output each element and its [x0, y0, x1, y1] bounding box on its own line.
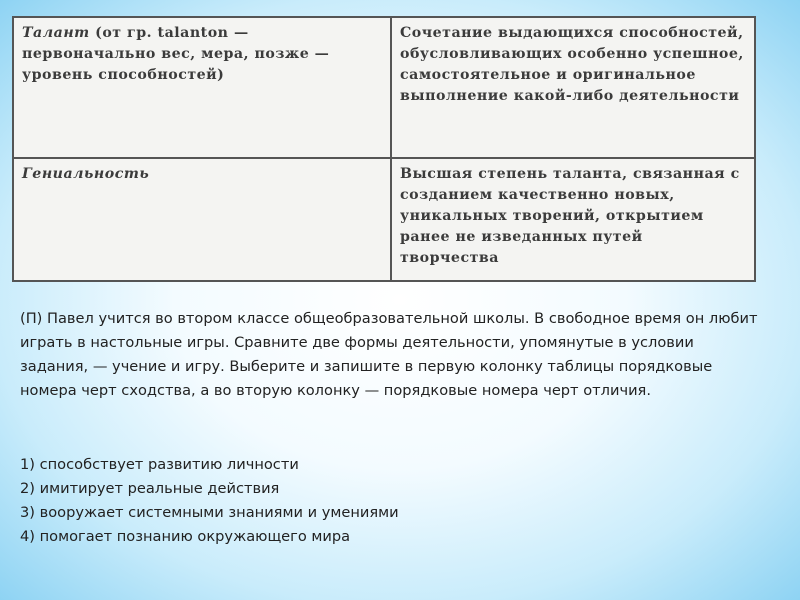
table-row-genius [13, 158, 755, 281]
option-item: 4) помогает познанию окружающего мира [20, 528, 351, 545]
term-cell-genius [13, 158, 391, 281]
option-item: 2) имитирует реальные действия [20, 480, 280, 497]
term-word: Гениальность [22, 166, 150, 182]
definition-cell-genius: Высшая степень таланта, связанная с созданием качественно новых, уникальных творений, открытием ранее не изведанных путей творчества [391, 158, 755, 281]
term-etymology: (от гр. talanton — первоначально вес, мера, позже — уровень способностей) [22, 25, 330, 83]
term-word: Талант [22, 25, 90, 41]
option-item: 1) способствует развитию личности [20, 456, 299, 473]
definition-cell-talent: Сочетание выдающихся способностей, обусловливающих особенно успешное, самостоятельное и оригинальное выполнение какой-либо деятельности [391, 17, 755, 158]
option-item: 3) вооружает системными знаниями и умениями [20, 504, 399, 521]
options-list [20, 453, 399, 549]
table-row-talent [13, 17, 755, 158]
task-text: (П) Павел учится во втором классе общеобразовательной школы. В свободное время он любит играть в настольные игры. Сравните две формы деятельности, упомянутые в условии задания, — учение и игру. Выберите и запишите в первую колонку таблицы порядковые номера черт сходства, а во вторую колонку — порядковые номера черт отличия. [20, 310, 758, 399]
term-cell-talent [13, 17, 391, 158]
definitions-table [12, 16, 756, 282]
slide [12, 0, 788, 600]
